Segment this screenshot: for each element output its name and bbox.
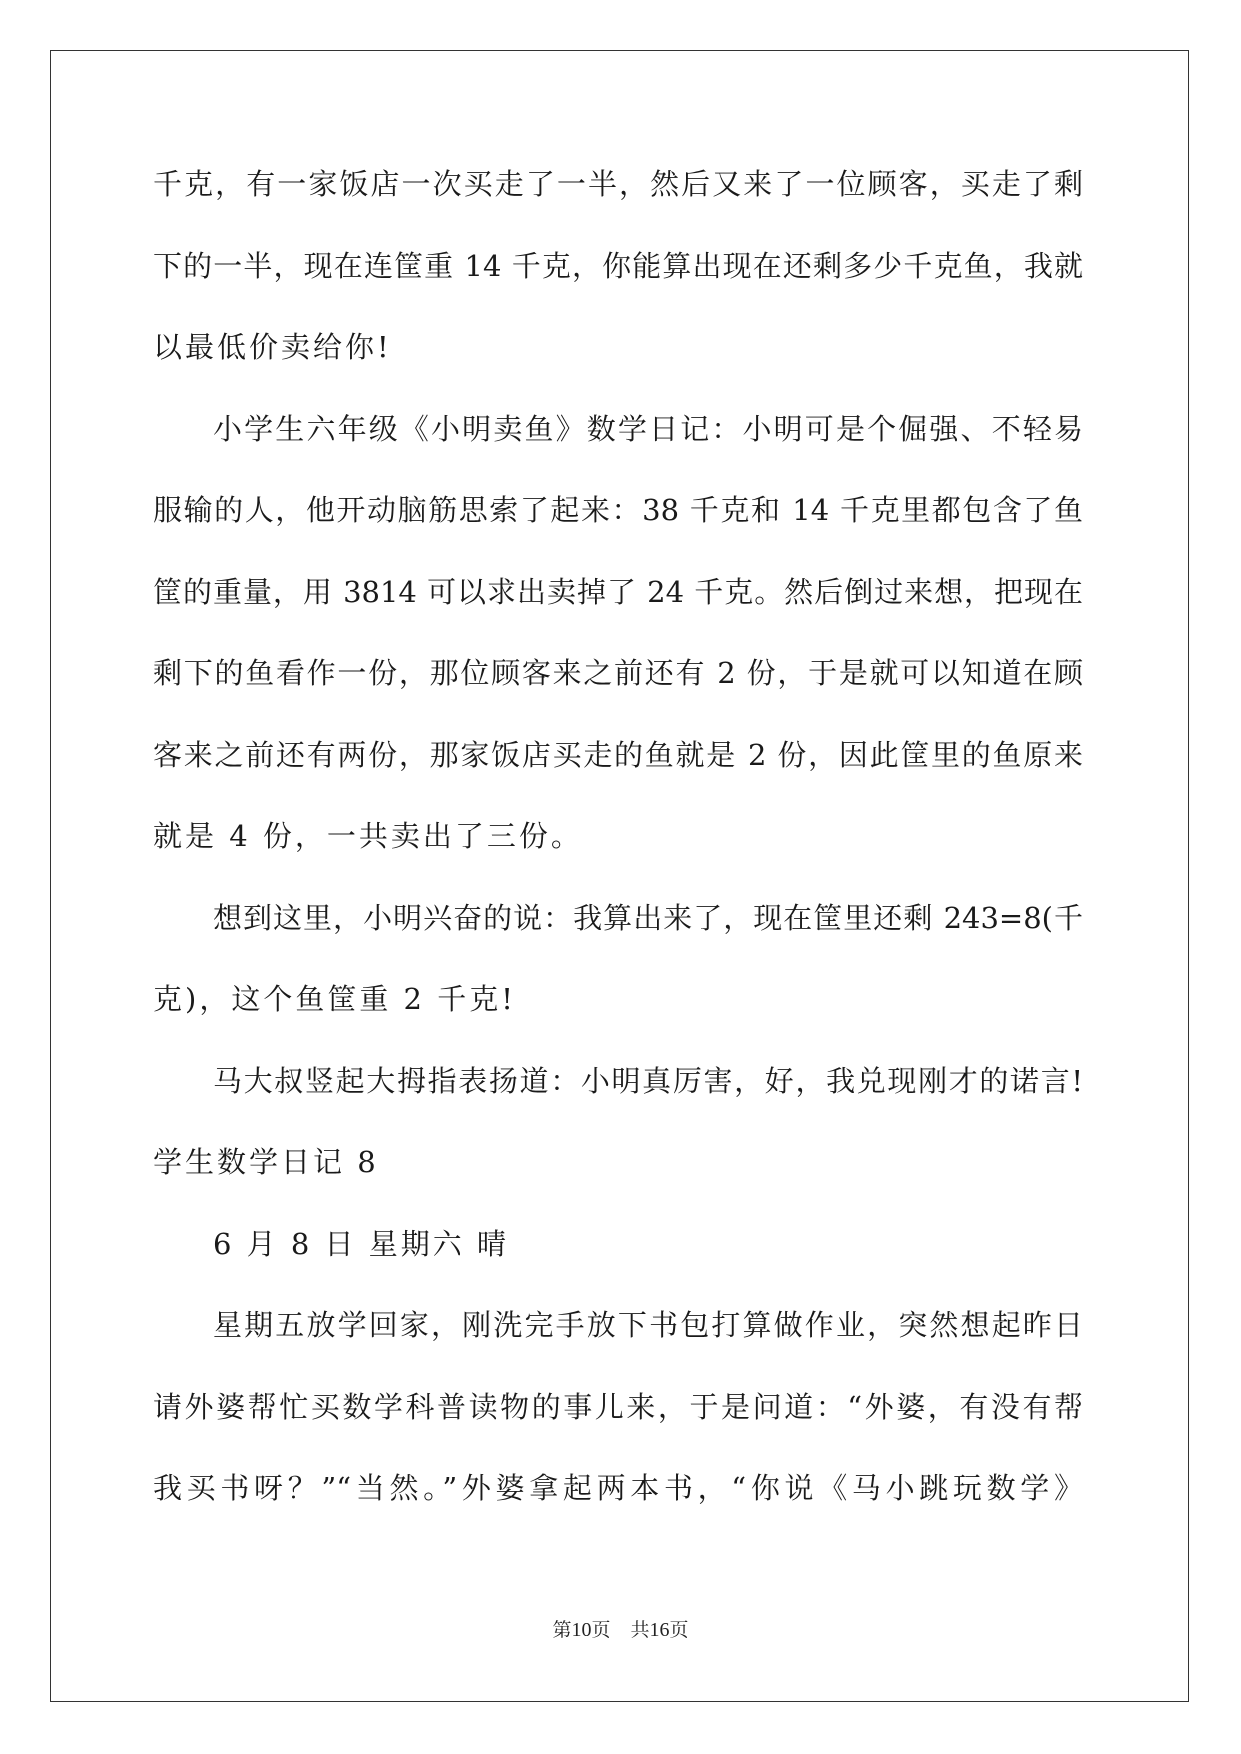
text-line: 学生数学日记 8 — [153, 1145, 379, 1179]
text-line: 小学生六年级《小明卖鱼》数学日记：小明可是个倔强、不轻易 — [213, 411, 1083, 446]
text-line: 克)，这个鱼筐重 2 千克! — [153, 982, 516, 1016]
text-line: 筐的重量，用 3814 可以求出卖掉了 24 千克。然后倒过来想，把现在 — [153, 574, 1083, 609]
footer-total-prefix: 共 — [630, 1619, 650, 1641]
text-line: 客来之前还有两份，那家饭店买走的鱼就是 2 份，因此筐里的鱼原来 — [153, 737, 1083, 772]
text-line: 下的一半，现在连筐重 14 千克，你能算出现在还剩多少千克鱼，我就 — [153, 248, 1083, 283]
text-line: 以最低价卖给你! — [153, 330, 392, 364]
document-body — [153, 160, 1083, 1546]
text-line: 我买书呀？”“当然。”外婆拿起两本书，“你说《马小跳玩数学》 — [153, 1471, 1083, 1505]
text-line: 请外婆帮忙买数学科普读物的事儿来，于是问道：“外婆，有没有帮 — [153, 1389, 1083, 1424]
current-page-number: 10 — [571, 1619, 592, 1641]
text-line: 就是 4 份，一共卖出了三份。 — [153, 819, 583, 853]
text-line: 服输的人，他开动脑筋思索了起来：38 千克和 14 千克里都包含了鱼 — [153, 493, 1083, 527]
text-line: 剩下的鱼看作一份，那位顾客来之前还有 2 份，于是就可以知道在顾 — [153, 656, 1083, 690]
footer-prefix: 第 — [552, 1619, 572, 1641]
page-footer — [0, 1618, 1241, 1642]
text-line: 想到这里，小明兴奋的说：我算出来了，现在筐里还剩 243=8(千 — [213, 900, 1083, 935]
text-line: 千克，有一家饭店一次买走了一半，然后又来了一位顾客，买走了剩 — [153, 167, 1083, 201]
footer-page-suffix: 页 — [591, 1619, 611, 1641]
text-line: 6 月 8 日 星期六 晴 — [213, 1226, 509, 1261]
text-line: 星期五放学回家，刚洗完手放下书包打算做作业，突然想起昨日 — [213, 1308, 1083, 1342]
footer-total-suffix: 页 — [669, 1619, 689, 1641]
total-page-number: 16 — [649, 1619, 670, 1641]
text-line: 马大叔竖起大拇指表扬道：小明真厉害，好，我兑现刚才的诺言! — [213, 1063, 1083, 1098]
